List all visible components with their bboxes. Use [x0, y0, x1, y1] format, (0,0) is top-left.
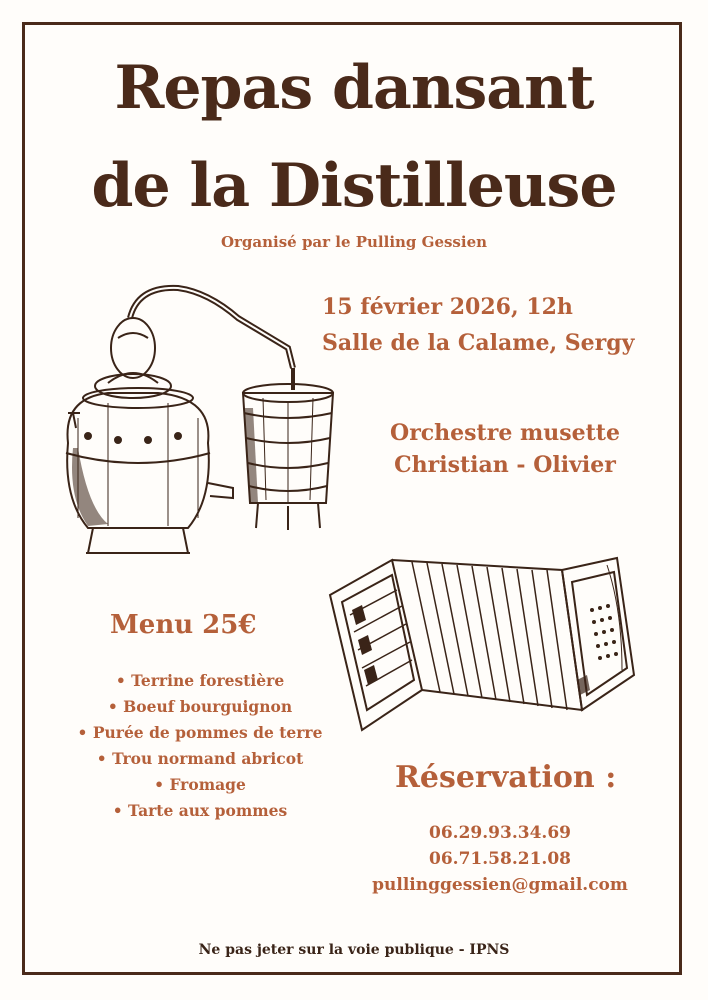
reservation-title: Réservation :	[395, 760, 617, 795]
event-venue: Salle de la Calame, Sergy	[322, 330, 635, 356]
menu-item: • Tarte aux pommes	[40, 798, 360, 824]
orchestra-names: Christian - Olivier	[394, 452, 616, 478]
orchestra-label: Orchestre musette	[390, 420, 620, 446]
footer-notice: Ne pas jeter sur la voie publique - IPNS	[198, 942, 510, 958]
phone-number-1: 06.29.93.34.69	[429, 823, 571, 843]
phone-number-2: 06.71.58.21.08	[429, 849, 571, 869]
accordion-illustration	[322, 540, 642, 745]
menu-item: • Terrine forestière	[40, 668, 360, 694]
menu-title: Menu 25€	[110, 610, 257, 640]
menu-list	[40, 668, 360, 824]
menu-item: • Purée de pommes de terre	[40, 720, 360, 746]
still-illustration	[48, 278, 353, 568]
organizer-subtitle: Organisé par le Pulling Gessien	[220, 233, 488, 251]
contact-email: pullinggessien@gmail.com	[372, 875, 628, 895]
title-line-1: Repas dansant	[114, 53, 594, 123]
menu-item: • Trou normand abricot	[40, 746, 360, 772]
event-date: 15 février 2026, 12h	[322, 294, 573, 320]
title-line-2: de la Distilleuse	[91, 151, 617, 221]
menu-item: • Fromage	[40, 772, 360, 798]
menu-item: • Boeuf bourguignon	[40, 694, 360, 720]
